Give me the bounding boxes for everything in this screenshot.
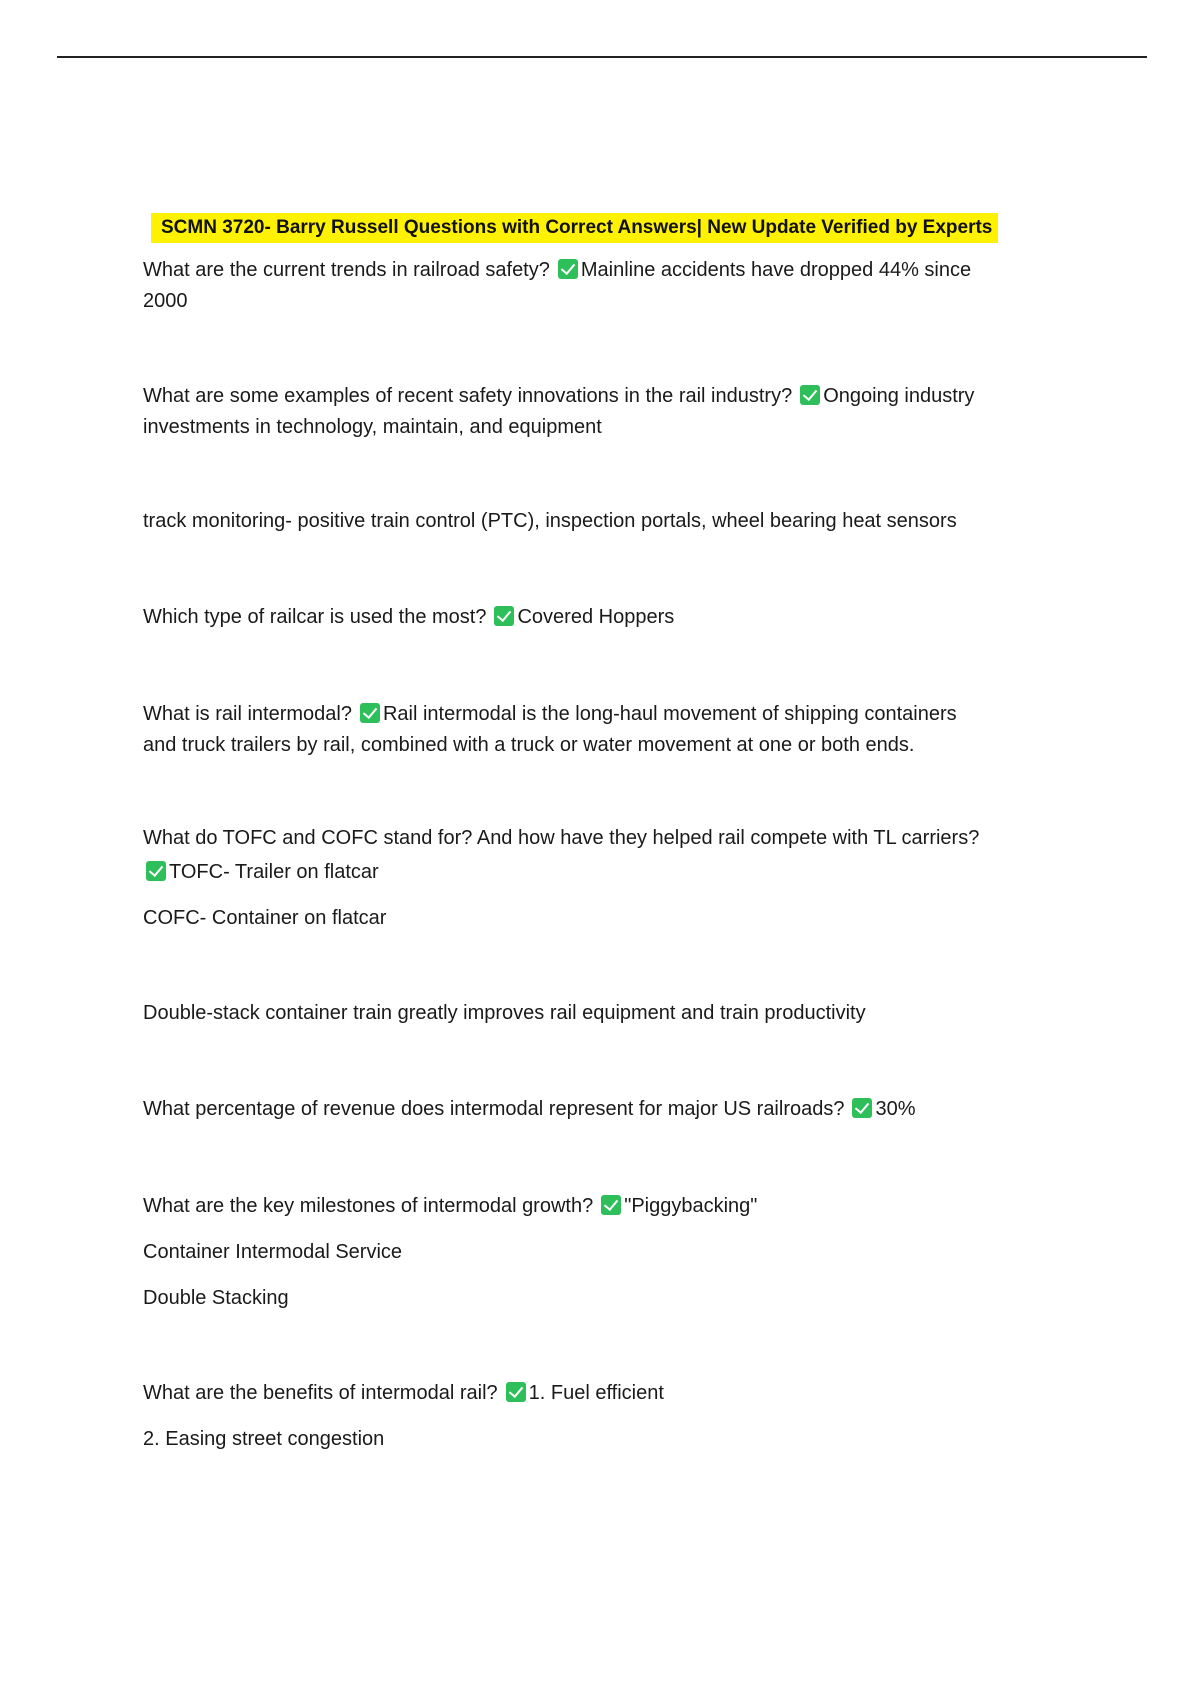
question-text: What are the key milestones of intermodal growth? — [143, 1195, 594, 1217]
answer-text: "Piggybacking" — [624, 1195, 758, 1217]
check-box-icon — [506, 1382, 526, 1402]
qa-line — [143, 699, 1063, 730]
qa-line — [143, 1094, 1063, 1125]
top-rule — [57, 56, 1147, 58]
answer-text: Mainline accidents have dropped 44% since — [580, 259, 972, 281]
answer-text: Covered Hoppers — [517, 606, 675, 628]
answer-continuation: 2000 — [143, 290, 188, 312]
question-text: What do TOFC and COFC stand for? And how have they helped rail compete with TL carriers? — [143, 827, 980, 849]
qa-item-3 — [143, 602, 1063, 633]
answer-line: Double Stacking — [143, 1287, 289, 1309]
qa-item-6 — [143, 1094, 1063, 1125]
qa-line — [143, 255, 1063, 286]
check-box-icon — [494, 606, 514, 626]
answer-text: TOFC- Trailer on flatcar — [169, 861, 379, 883]
answer-extra: Double-stack container train greatly improves rail equipment and train productivity — [143, 1002, 866, 1024]
qa-item-8 — [143, 1378, 1063, 1455]
qa-line — [143, 381, 1063, 412]
qa-line — [143, 1191, 1063, 1222]
check-box-icon — [800, 385, 820, 405]
check-box-icon — [146, 861, 166, 881]
check-box-icon — [601, 1195, 621, 1215]
question-text: What are the benefits of intermodal rail? — [143, 1382, 498, 1404]
question-text: Which type of railcar is used the most? — [143, 606, 487, 628]
answer-line: COFC- Container on flatcar — [143, 907, 387, 929]
qa-item-5 — [143, 823, 1063, 1029]
answer-text: Ongoing industry — [823, 385, 975, 407]
question-text: What percentage of revenue does intermodal represent for major US railroads? — [143, 1098, 845, 1120]
check-box-icon — [360, 703, 380, 723]
qa-line — [143, 1378, 1063, 1409]
question-text: What are some examples of recent safety innovations in the rail industry? — [143, 385, 793, 407]
answer-continuation: and truck trailers by rail, combined with a truck or water movement at one or both ends. — [143, 734, 915, 756]
check-box-icon — [852, 1098, 872, 1118]
answer-line: Container Intermodal Service — [143, 1241, 403, 1263]
qa-line — [143, 857, 1063, 888]
answer-text: 30% — [875, 1098, 916, 1120]
qa-item-7 — [143, 1191, 1063, 1314]
qa-item-2 — [143, 381, 1063, 537]
document-body — [143, 213, 1063, 1455]
title-wrap — [143, 213, 1063, 243]
question-text: What are the current trends in railroad safety? — [143, 259, 550, 281]
answer-extra: track monitoring- positive train control (PTC), inspection portals, wheel bearing heat sensors — [143, 510, 957, 532]
answer-line: 2. Easing street congestion — [143, 1428, 385, 1450]
question-text: What is rail intermodal? — [143, 703, 352, 725]
answer-continuation: investments in technology, maintain, and equipment — [143, 416, 602, 438]
document-title: SCMN 3720- Barry Russell Questions with Correct Answers| New Update Verified by Experts — [151, 213, 998, 243]
answer-text: 1. Fuel efficient — [528, 1382, 664, 1404]
qa-item-1 — [143, 255, 1063, 317]
qa-line — [143, 602, 1063, 633]
answer-text: Rail intermodal is the long-haul movement of shipping containers — [382, 703, 957, 725]
check-box-icon — [558, 259, 578, 279]
qa-item-4 — [143, 699, 1063, 761]
